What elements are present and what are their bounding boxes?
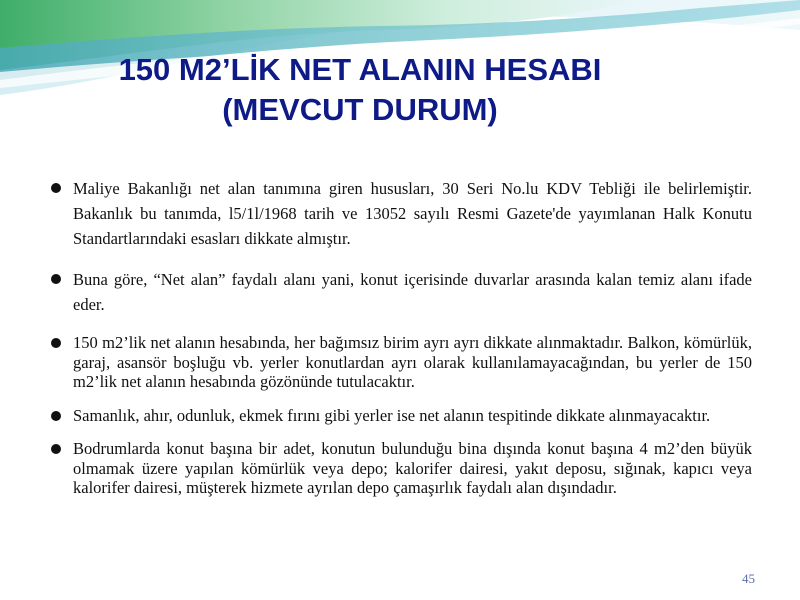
slide-title-line-1: 150 M2’LİK NET ALANIN HESABI: [118, 52, 602, 87]
bullet-list: [50, 176, 752, 512]
bullet-item: Bodrumlarda konut başına bir adet, konutun bulunduğu bina dışında konut başına 4 m2’den büyük olmamak üzere yapılan kömürlük veya depo; kalorifer dairesi, yakıt deposu, sığınak, kapıcı veya kalorifer dairesi, müşterek hizmete ayrılan depo çamaşırlık faydalı alan dışındadır.: [50, 439, 752, 498]
bullet-item: Samanlık, ahır, odunluk, ekmek fırını gibi yerler ise net alanın tespitinde dikkate alınmayacaktır.: [50, 406, 752, 426]
bullet-item: Buna göre, “Net alan” faydalı alanı yani, konut içerisinde duvarlar arasında kalan temiz alanı ifade eder.: [50, 267, 752, 317]
bullet-item: Maliye Bakanlığı net alan tanımına giren hususları, 30 Seri No.lu KDV Tebliği ile belirlemiştir. Bakanlık bu tanımda, l5/1l/1968 tarih ve 13052 sayılı Resmi Gazete'de yayımlanan Halk Konutu Standartlarındaki esasları dikkate almıştır.: [50, 176, 752, 251]
page-number: 45: [742, 571, 755, 586]
slide-title-line-2: (MEVCUT DURUM): [222, 92, 498, 127]
bullet-item: 150 m2’lik net alanın hesabında, her bağımsız birim ayrı ayrı dikkate alınmaktadır. Balkon, kömürlük, garaj, asansör boşluğu vb. yerler konutlardan ayrı olarak kullanılamayacağından, bu yerler de 150 m2’lik net alanın hesabında gözönünde tutulacaktır.: [50, 333, 752, 392]
slide-title: [60, 50, 660, 130]
